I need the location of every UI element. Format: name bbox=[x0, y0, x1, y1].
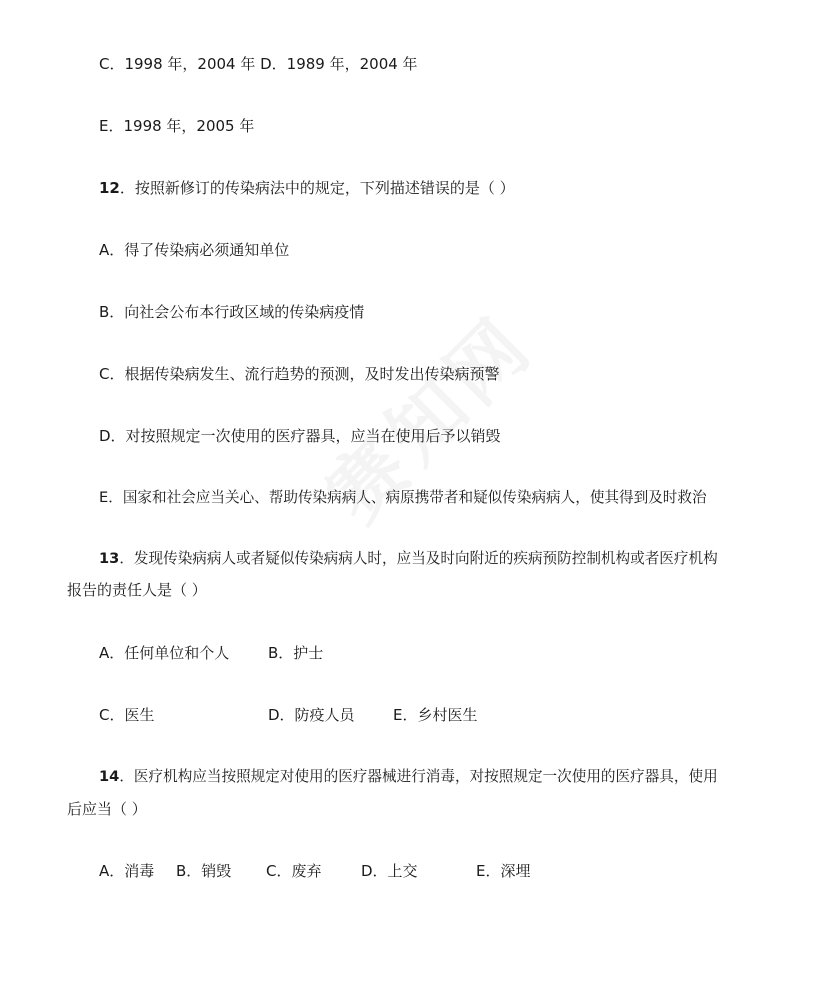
q13-option-b: B．护士 bbox=[268, 644, 324, 662]
question-14-cont: 后应当（ ） bbox=[67, 800, 147, 818]
option-line-c-d: C．1998 年，2004 年 D．1989 年，2004 年 bbox=[99, 55, 418, 73]
q13-option-d: D．防疫人员 bbox=[268, 706, 355, 724]
question-text: ．发现传染病病人或者疑似传染病病人时，应当及时向附近的疾病预防控制机构或者医疗机构 bbox=[119, 550, 718, 567]
option-line-e: E．1998 年，2005 年 bbox=[99, 117, 255, 135]
q14-option-d: D．上交 bbox=[361, 862, 418, 880]
question-12 bbox=[99, 178, 515, 198]
question-number: 13 bbox=[99, 550, 120, 567]
question-13-cont: 报告的责任人是（ ） bbox=[67, 581, 207, 599]
question-13 bbox=[99, 549, 718, 569]
q12-option-d: D．对按照规定一次使用的医疗器具，应当在使用后予以销毁 bbox=[99, 427, 501, 445]
q14-option-a: A．消毒 bbox=[99, 862, 155, 880]
q12-option-a: A．得了传染病必须通知单位 bbox=[99, 241, 290, 259]
question-number: 14 bbox=[99, 768, 120, 785]
question-number: 12 bbox=[99, 179, 120, 197]
question-text: ．按照新修订的传染病法中的规定，下列描述错误的是（ ） bbox=[119, 179, 515, 197]
q12-option-c: C．根据传染病发生、流行趋势的预测，及时发出传染病预警 bbox=[99, 365, 500, 383]
q13-option-a: A．任何单位和个人 bbox=[99, 644, 230, 662]
question-14 bbox=[99, 767, 718, 787]
q12-option-e: E．国家和社会应当关心、帮助传染病病人、病原携带者和疑似传染病病人，使其得到及时救治 bbox=[99, 489, 707, 506]
q12-option-b: B．向社会公布本行政区域的传染病疫情 bbox=[99, 303, 365, 321]
q14-option-e: E．深埋 bbox=[476, 862, 531, 880]
q13-option-c: C．医生 bbox=[99, 706, 155, 724]
q14-option-b: B．销毁 bbox=[176, 862, 232, 880]
q13-option-e: E．乡村医生 bbox=[393, 706, 478, 724]
q14-option-c: C．废弃 bbox=[266, 862, 322, 880]
question-text: ．医疗机构应当按照规定对使用的医疗器械进行消毒，对按照规定一次使用的医疗器具，使用 bbox=[119, 768, 718, 785]
